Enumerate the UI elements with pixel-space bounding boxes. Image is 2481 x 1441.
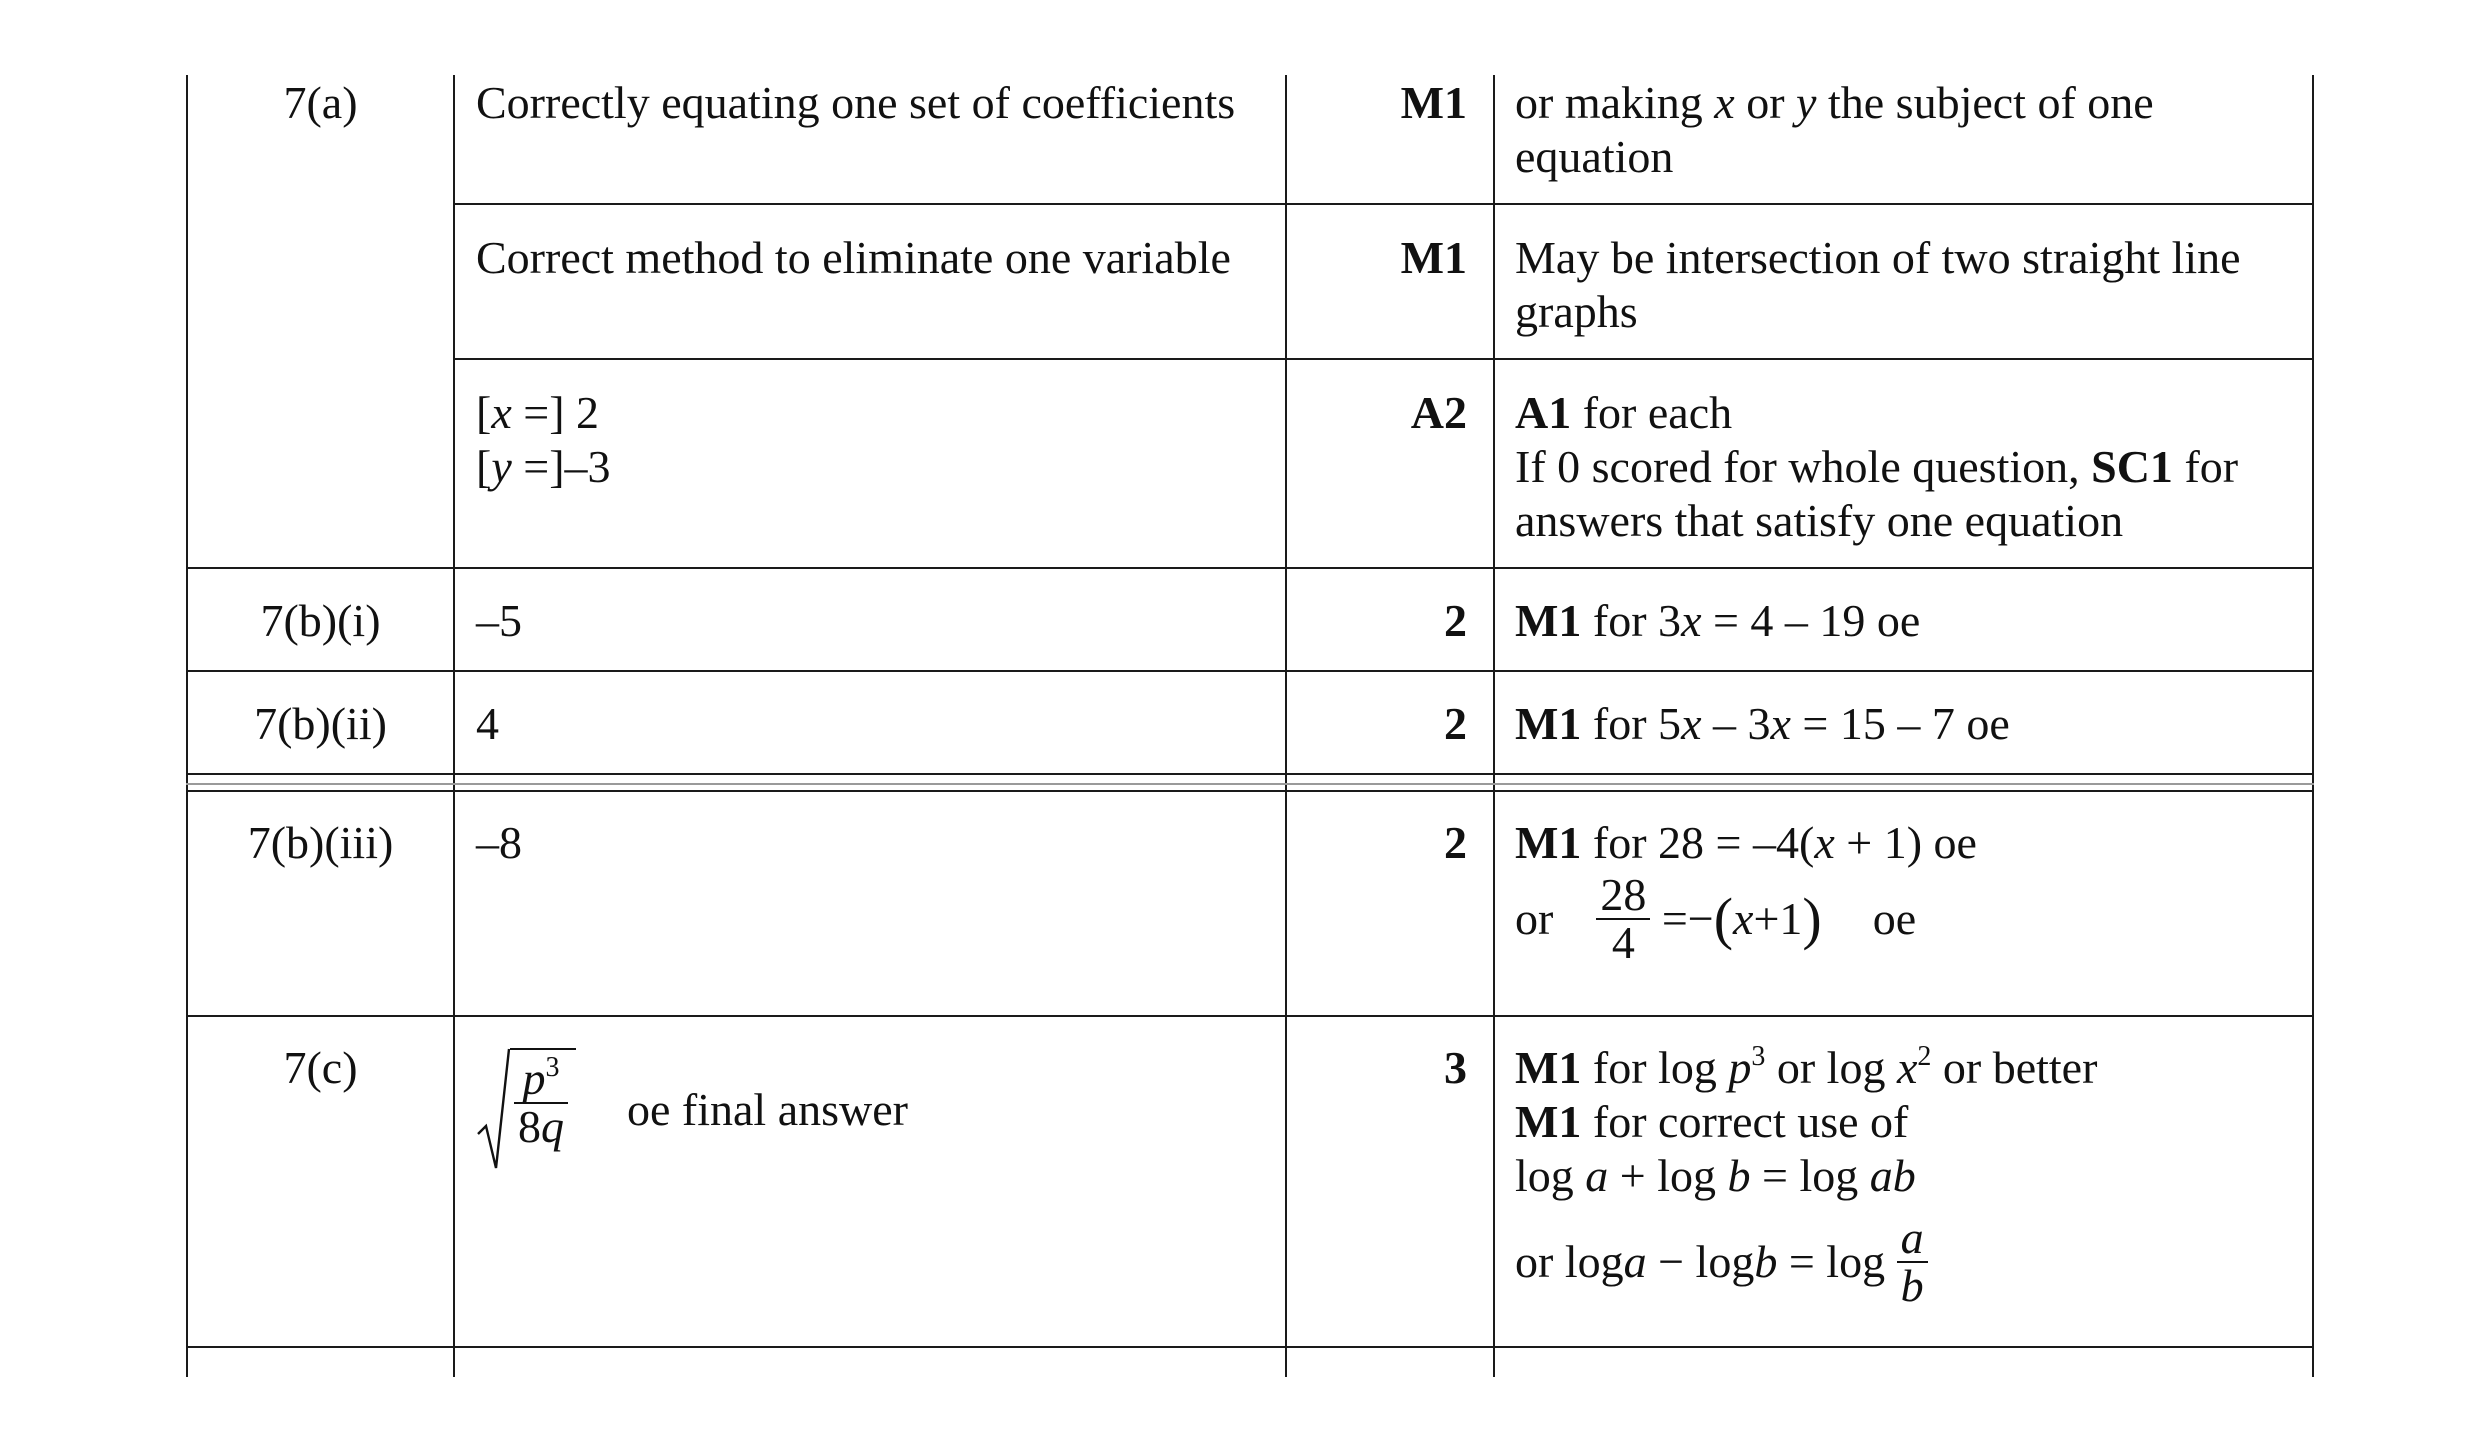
guidance-cell xyxy=(1515,594,2305,648)
marks-cell xyxy=(1287,816,1467,870)
row-divider xyxy=(186,670,2314,672)
row-divider xyxy=(186,773,2314,775)
answer-cell xyxy=(476,816,1276,870)
row-divider xyxy=(186,790,2314,792)
guidance-text: graphs xyxy=(1515,286,1638,337)
guidance-text: M1 for 5x – 3x = 15 – 7 oe xyxy=(1515,698,2010,749)
guidance-alt-expression xyxy=(1515,1212,2305,1311)
guidance-cell xyxy=(1515,1041,2305,1203)
math-expression: =−(x+1) xyxy=(1661,886,1822,951)
question-label: 7(b)(iii) xyxy=(247,817,394,868)
marks-cell xyxy=(1287,594,1467,648)
mark-value: A2 xyxy=(1410,387,1467,438)
mark-value: M1 xyxy=(1400,232,1467,283)
guidance-text: M1 for 3x = 4 – 19 oe xyxy=(1515,595,1921,646)
guidance-cell xyxy=(1515,386,2305,548)
guidance-text: May be intersection of two straight line xyxy=(1515,232,2241,283)
guidance-text: or xyxy=(1515,893,1554,944)
answer-cell xyxy=(476,386,1276,494)
guidance-text: or making x or y the subject of one xyxy=(1515,77,2154,128)
answer-text: [x =] 2 xyxy=(476,387,600,438)
row-divider xyxy=(453,203,2314,205)
fraction: $\frac{28}{4}$ xyxy=(1596,872,1650,966)
row-divider xyxy=(453,358,2314,360)
answer-text: –8 xyxy=(476,817,522,868)
question-number xyxy=(188,1041,453,1095)
question-number xyxy=(188,697,453,751)
square-root-expression xyxy=(476,1048,576,1172)
question-number xyxy=(188,816,453,870)
answer-cell xyxy=(476,231,1276,285)
answer-text: [y =]–3 xyxy=(476,441,611,492)
marks-cell xyxy=(1287,231,1467,285)
fraction: $\frac{a}{b}$ xyxy=(1897,1215,1928,1309)
row-divider xyxy=(186,1346,2314,1348)
mark-value: M1 xyxy=(1400,77,1467,128)
guidance-text: answers that satisfy one equation xyxy=(1515,495,2124,546)
guidance-text: M1 for 28 = –4(x + 1) oe xyxy=(1515,817,1977,868)
mark-value: 2 xyxy=(1444,817,1467,868)
table-border-right xyxy=(2312,75,2314,1377)
question-number xyxy=(188,594,453,648)
marks-cell xyxy=(1287,697,1467,751)
radical-sign-icon xyxy=(476,1048,510,1172)
question-label: 7(b)(ii) xyxy=(254,698,387,749)
guidance-cell xyxy=(1515,231,2305,339)
guidance-text: equation xyxy=(1515,131,1674,182)
question-label: 7(b)(i) xyxy=(260,595,381,646)
question-label: 7(c) xyxy=(283,1042,358,1093)
column-divider-answer xyxy=(453,75,455,1377)
guidance-text: log a + log b = log ab xyxy=(1515,1150,1916,1201)
answer-text: oe final answer xyxy=(627,1084,908,1135)
answer-text: Correctly equating one set of coefficients xyxy=(476,77,1236,128)
question-label: 7(a) xyxy=(283,77,358,128)
math-expression: or loga − logb = log xyxy=(1515,1236,1886,1287)
row-divider xyxy=(186,567,2314,569)
answer-cell xyxy=(476,594,1276,648)
answer-text: 4 xyxy=(476,698,499,749)
marks-cell xyxy=(1287,76,1467,130)
guidance-text: M1 for correct use of xyxy=(1515,1096,1909,1147)
fraction: $\frac{p^3}{8q}$ xyxy=(514,1056,568,1150)
answer-cell xyxy=(476,697,1276,751)
guidance-cell xyxy=(1515,816,2305,870)
answer-cell xyxy=(476,1048,1276,1172)
answer-text: –5 xyxy=(476,595,522,646)
guidance-cell xyxy=(1515,697,2305,751)
mark-value: 2 xyxy=(1444,595,1467,646)
marks-cell xyxy=(1287,386,1467,440)
guidance-text: oe xyxy=(1872,893,1917,944)
guidance-alt-expression xyxy=(1515,869,2305,968)
guidance-text: M1 for $\log p^3$ or $\log x^2$ or better xyxy=(1515,1041,2098,1093)
guidance-cell xyxy=(1515,76,2305,184)
row-divider-double xyxy=(186,783,2314,785)
mark-value: 2 xyxy=(1444,698,1467,749)
question-number xyxy=(188,76,453,130)
answer-text: Correct method to eliminate one variable xyxy=(476,232,1231,283)
marks-cell xyxy=(1287,1041,1467,1095)
column-divider-guidance xyxy=(1493,75,1495,1377)
answer-cell xyxy=(476,76,1276,130)
row-divider xyxy=(186,1015,2314,1017)
mark-value: 3 xyxy=(1444,1042,1467,1093)
guidance-text: A1 for each xyxy=(1515,387,1733,438)
guidance-text: If 0 scored for whole question, SC1 for xyxy=(1515,441,2239,492)
